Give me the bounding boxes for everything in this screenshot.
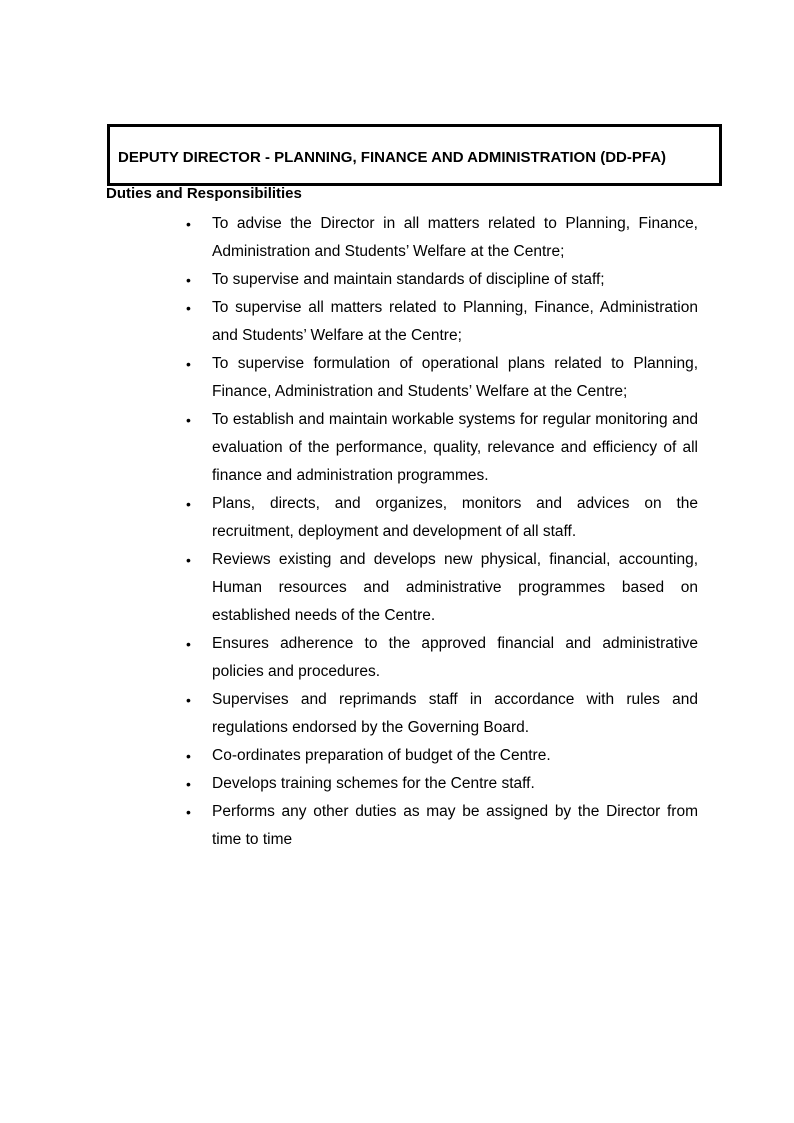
duty-text: To supervise formulation of operational plans related to Planning, Finance, Administration and Students’ Welfare at the Centre; — [212, 355, 698, 400]
bullet-icon: • — [186, 552, 191, 568]
duty-text: Ensures adherence to the approved financial and administrative policies and procedures. — [212, 635, 698, 680]
duty-item — [182, 406, 698, 490]
bullet-icon: • — [186, 776, 191, 792]
bullet-icon: • — [186, 748, 191, 764]
document-title: DEPUTY DIRECTOR - PLANNING, FINANCE AND ADMINISTRATION (DD-PFA) — [118, 149, 667, 166]
duty-text: Develops training schemes for the Centre staff. — [212, 775, 535, 792]
duty-text: To establish and maintain workable systems for regular monitoring and evaluation of the performance, quality, relevance and efficiency of all finance and administration programmes. — [212, 411, 698, 484]
bullet-icon: • — [186, 804, 191, 820]
bullet-icon: • — [186, 412, 191, 428]
duty-text: Co-ordinates preparation of budget of the Centre. — [212, 747, 551, 764]
duty-item — [182, 490, 698, 546]
bullet-icon: • — [186, 356, 191, 372]
duty-text: To advise the Director in all matters related to Planning, Finance, Administration and Students’ Welfare at the Centre; — [212, 215, 698, 260]
duty-item — [182, 770, 698, 798]
bullet-icon: • — [186, 692, 191, 708]
duty-item — [182, 294, 698, 350]
duty-item — [182, 742, 698, 770]
bullet-icon: • — [186, 216, 191, 232]
bullet-icon: • — [186, 272, 191, 288]
duty-item — [182, 798, 698, 854]
duty-item — [182, 266, 698, 294]
duty-item — [182, 686, 698, 742]
section-heading: Duties and Responsibilities — [106, 185, 302, 202]
duty-item — [182, 546, 698, 630]
duty-text: To supervise all matters related to Planning, Finance, Administration and Students’ Welfare at the Centre; — [212, 299, 698, 344]
bullet-icon: • — [186, 636, 191, 652]
duty-text: Supervises and reprimands staff in accordance with rules and regulations endorsed by the Governing Board. — [212, 691, 698, 736]
duty-item — [182, 210, 698, 266]
bullet-icon: • — [186, 300, 191, 316]
duty-item — [182, 630, 698, 686]
duties-list — [182, 210, 698, 854]
duty-text: To supervise and maintain standards of discipline of staff; — [212, 271, 605, 288]
duty-text: Performs any other duties as may be assigned by the Director from time to time — [212, 803, 698, 848]
duty-text: Plans, directs, and organizes, monitors and advices on the recruitment, deployment and development of all staff. — [212, 495, 698, 540]
duty-text: Reviews existing and develops new physical, financial, accounting, Human resources and administrative programmes based on established needs of the Centre. — [212, 551, 698, 624]
duty-item — [182, 350, 698, 406]
bullet-icon: • — [186, 496, 191, 512]
title-box — [107, 124, 722, 186]
